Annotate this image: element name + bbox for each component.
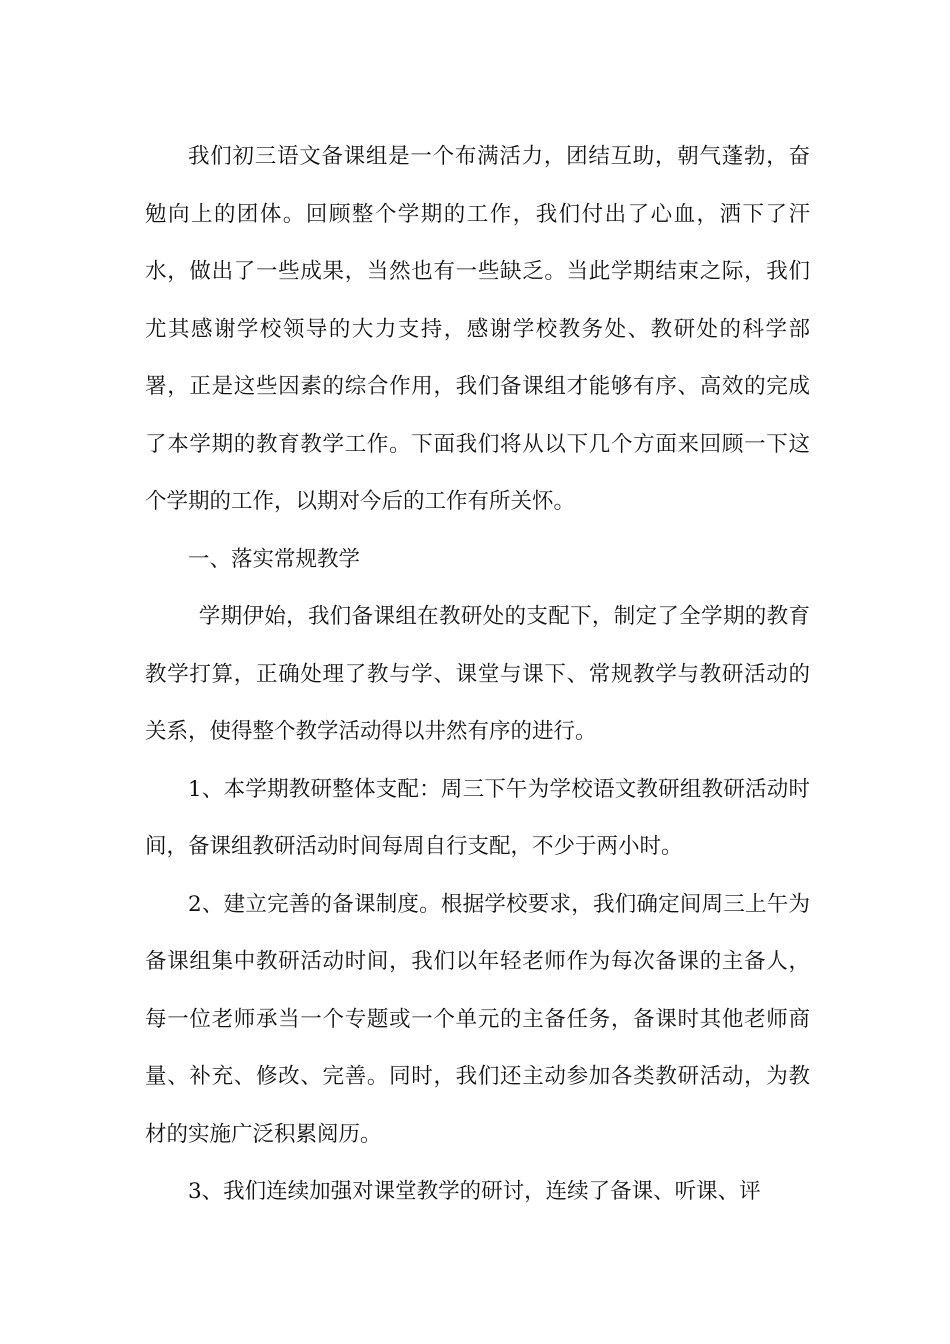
list-item-1: 1、本学期教研整体支配：周三下午为学校语文教研组教研活动时间，备课组教研活动时间每周自行支配，不少于两小时。 — [145, 776, 810, 859]
intro-paragraph: 我们初三语文备课组是一个布满活力，团结互助，朝气蓬勃，奋勉向上的团体。回顾整个学期的工作，我们付出了心血，洒下了汗水，做出了一些成果，当然也有一些缺乏。当此学期结束之际，我们尤其感谢学校领导的大力支持，感谢学校教务处、教研处的科学部署，正是这些因素的综合作用，我们备课组才能够有序、高效的完成了本学期的教育教学工作。下面我们将从以下几个方面来回顾一下这个学期的工作，以期对今后的工作有所关怀。 — [145, 144, 810, 514]
body-paragraph: 学期伊始，我们备课组在教研处的支配下，制定了全学期的教育教学打算，正确处理了教与学、课堂与课下、常规教学与教研活动的关系，使得整个教学活动得以井然有序的进行。 — [145, 604, 810, 744]
list-item-3: 3、我们连续加强对课堂教学的研讨，连续了备课、听课、评 — [188, 1179, 761, 1204]
document-body — [145, 128, 810, 1221]
list-item-2: 2、建立完善的备课制度。根据学校要求，我们确定间周三上午为备课组集中教研活动时间，我们以年轻老师作为每次备课的主备人，每一位老师承当一个专题或一个单元的主备任务，备课时其他老师商量、补充、修改、完善。同时，我们还主动参加各类教研活动，为教材的实施广泛积累阅历。 — [145, 891, 810, 1147]
section-heading: 一、落实常规教学 — [188, 546, 361, 572]
